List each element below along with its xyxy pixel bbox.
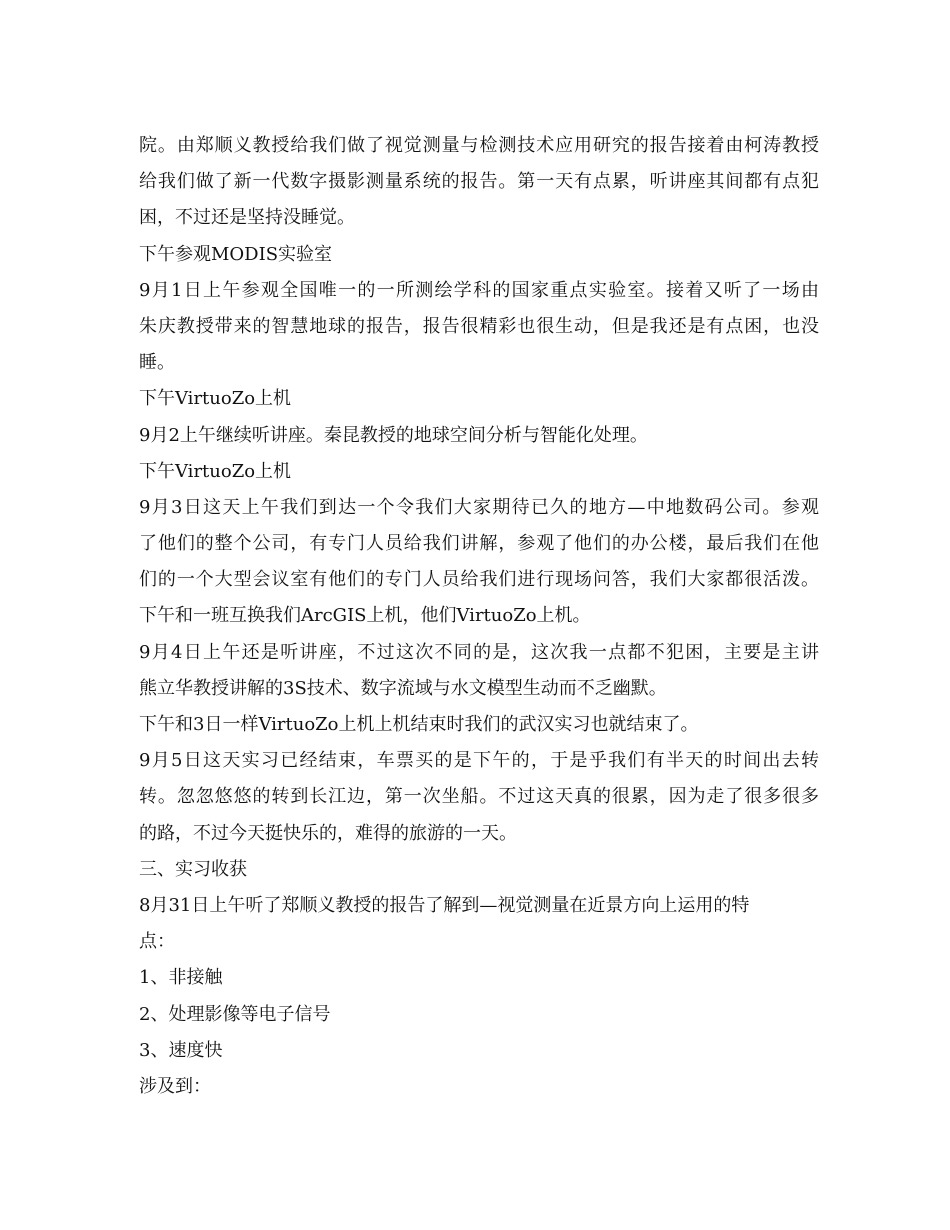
- text-line: 9月5日这天实习已经结束，车票买的是下午的，于是乎我们有半天的时间出去转: [139, 750, 819, 772]
- text-line: 熊立华教授讲解的3S技术、数字流域与水文模型生动而不乏幽默。: [139, 677, 667, 699]
- text-line: 2、处理影像等电子信号: [139, 1003, 331, 1025]
- text-line: 下午VirtuoZo上机: [139, 388, 292, 410]
- text-line: 三、实习收获: [139, 858, 247, 880]
- text-line: 涉及到：: [139, 1075, 211, 1097]
- text-line: 给我们做了新一代数字摄影测量系统的报告。第一天有点累，听讲座其间都有点犯: [139, 171, 819, 193]
- text-line: 们的一个大型会议室有他们的专门人员给我们进行现场问答，我们大家都很活泼。: [139, 569, 819, 591]
- text-line: 9月3日这天上午我们到达一个令我们大家期待已久的地方—中地数码公司。参观: [139, 496, 819, 518]
- text-line: 困，不过还是坚持没睡觉。: [139, 207, 355, 229]
- text-line: 转。忽忽悠悠的转到长江边，第一次坐船。不过这天真的很累，因为走了很多很多: [139, 786, 819, 808]
- document-body: [139, 128, 819, 1105]
- text-line: 的路，不过今天挺快乐的，难得的旅游的一天。: [139, 822, 517, 844]
- text-line: 睡。: [139, 352, 175, 374]
- text-line: 9月4日上午还是听讲座，不过这次不同的是，这次我一点都不犯困，主要是主讲: [139, 641, 819, 663]
- text-line: 下午和3日一样VirtuoZo上机上机结束时我们的武汉实习也就结束了。: [139, 714, 699, 735]
- text-line: 9月1日上午参观全国唯一的一所测绘学科的国家重点实验室。接着又听了一场由: [139, 279, 819, 301]
- text-line: 8月31日上午听了郑顺义教授的报告了解到—视觉测量在近景方向上运用的特: [139, 894, 750, 916]
- text-line: 9月2上午继续听讲座。秦昆教授的地球空间分析与智能化处理。: [139, 424, 648, 446]
- text-line: 院。由郑顺义教授给我们做了视觉测量与检测技术应用研究的报告接着由柯涛教授: [139, 135, 819, 156]
- text-line: 了他们的整个公司，有专门人员给我们讲解，参观了他们的办公楼，最后我们在他: [139, 533, 819, 555]
- text-line: 1、非接触: [139, 967, 223, 989]
- text-line: 下午参观MODIS实验室: [139, 243, 333, 265]
- text-line: 下午和一班互换我们ArcGIS上机，他们VirtuoZo上机。: [139, 605, 591, 627]
- text-line: 朱庆教授带来的智慧地球的报告，报告很精彩也很生动，但是我还是有点困，也没: [139, 315, 819, 337]
- text-line: 点：: [139, 931, 175, 953]
- text-line: 3、速度快: [139, 1039, 223, 1061]
- text-line: 下午VirtuoZo上机: [139, 460, 292, 482]
